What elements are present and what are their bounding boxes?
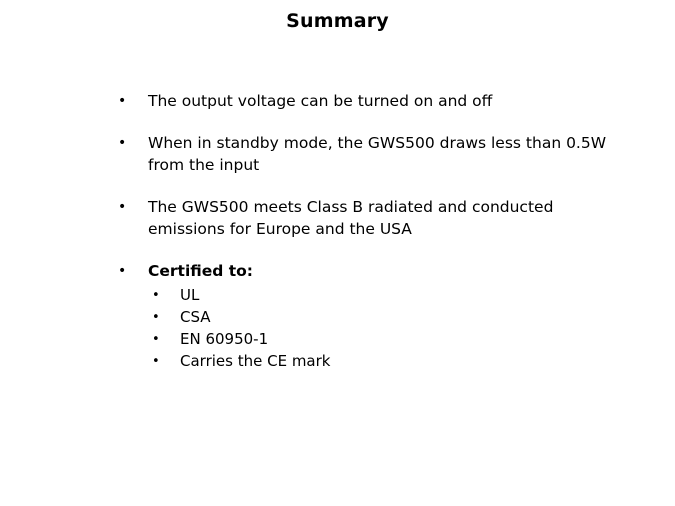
sub-list-item xyxy=(152,307,618,328)
sub-list-item-text: Carries the CE mark xyxy=(180,352,331,370)
list-item-text: When in standby mode, the GWS500 draws less than 0.5W from the input xyxy=(148,134,607,174)
bullet-marker-icon: • xyxy=(118,135,127,151)
list-item-text: The GWS500 meets Class B radiated and conducted emissions for Europe and the USA xyxy=(148,198,554,238)
list-item-text: Certified to: xyxy=(148,262,254,280)
sub-list-item-text: CSA xyxy=(180,308,211,326)
bullet-list xyxy=(118,90,618,373)
sub-list-item xyxy=(152,329,618,350)
bullet-marker-icon: • xyxy=(152,332,160,347)
sub-list-item xyxy=(152,285,618,306)
bullet-marker-icon: • xyxy=(118,199,127,215)
bullet-marker-icon: • xyxy=(152,354,160,369)
list-item xyxy=(118,132,618,176)
sub-list-item-text: UL xyxy=(180,286,200,304)
bullet-marker-icon: • xyxy=(118,263,127,279)
list-item xyxy=(118,90,618,112)
page-title: Summary xyxy=(286,10,389,32)
sub-list-item xyxy=(152,351,618,372)
sub-list-item-text: EN 60950-1 xyxy=(180,330,269,348)
bullet-marker-icon: • xyxy=(152,288,160,303)
list-item-group xyxy=(118,260,618,372)
sub-list xyxy=(152,285,618,372)
bullet-marker-icon: • xyxy=(152,310,160,325)
list-item-text: The output voltage can be turned on and off xyxy=(148,92,493,110)
list-item xyxy=(118,260,618,282)
list-item xyxy=(118,196,618,240)
bullet-marker-icon: • xyxy=(118,93,127,109)
